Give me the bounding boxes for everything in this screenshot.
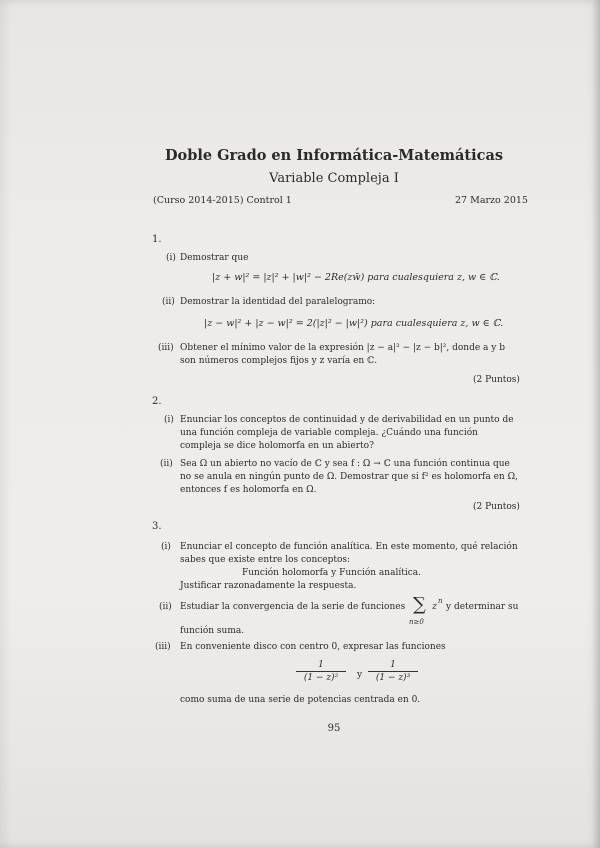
q1-i-text: Demostrar que xyxy=(180,253,249,263)
q3-iii-label: (iii) xyxy=(155,642,171,652)
course-info: (Curso 2014-2015) Control 1 xyxy=(153,195,292,206)
q2-i-text: Enunciar los conceptos de continuidad y de derivabilidad en un punto de una función compleja de variable compleja. ¿Cuándo una función compleja se dice holomorfa en un abierto? xyxy=(180,415,514,451)
exam-title: Doble Grado en Informática-Matemáticas xyxy=(164,147,504,164)
q3-i-center: Función holomorfa y Función analítica. xyxy=(242,568,421,578)
q2-ii-text: Sea Ω un abierto no vacío de ℂ y sea f : Ω → ℂ una función continua que no se anula en ningún punto de Ω. Demostrar que si f² es holomorfa en Ω, entonces f es holomorfa en Ω. xyxy=(180,459,518,495)
q2-i-label: (i) xyxy=(164,415,174,425)
q1-ii-formula: |z − w|² + |z − w|² = 2(|z|² − |w|²) para cualesquiera z, w ∈ ℂ. xyxy=(204,318,504,329)
q1-iii-label: (iii) xyxy=(158,343,174,353)
fraction-2-numerator: 1 xyxy=(390,660,396,670)
q3-ii-label: (ii) xyxy=(159,602,172,612)
q3-iii-text: En conveniente disco con centro 0, expresar las funciones xyxy=(180,642,446,652)
q3-ii-text-b: y determinar su xyxy=(446,602,519,612)
q3-i-justify: Justificar razonadamente la respuesta. xyxy=(180,581,357,591)
exam-subtitle: Variable Compleja I xyxy=(269,171,399,186)
page-edge-shadow xyxy=(592,0,600,848)
q3-ii-summation: ∑ xyxy=(413,594,426,615)
fraction-2-bar xyxy=(368,671,418,672)
fraction-1-numerator: 1 xyxy=(318,660,324,670)
q3-ii-sum-index: n≥0 xyxy=(409,618,424,626)
q3-ii-text-a: Estudiar la convergencia de la serie de funciones xyxy=(180,602,406,612)
q2-points: (2 Puntos) xyxy=(473,502,520,512)
question-3-number: 3. xyxy=(152,521,162,532)
q3-ii-term: z xyxy=(432,601,438,612)
q1-i-formula: |z + w|² = |z|² + |w|² − 2Re(zw̄) para cualesquiera z, w ∈ ℂ. xyxy=(212,272,500,283)
q3-iii-fraction-2 xyxy=(368,660,418,683)
q1-iii-text: Obtener el mínimo valor de la expresión |z − a|² − |z − b|², donde a y b son números complejos fijos y z varía en ℂ. xyxy=(180,343,505,366)
q3-i-text: Enunciar el concepto de función analítica. En este momento, qué relación sabes que existe entre los conceptos: xyxy=(180,542,518,565)
exam-date: 27 Marzo 2015 xyxy=(455,195,528,206)
question-1-number: 1. xyxy=(152,234,162,245)
q3-ii-text-c: función suma. xyxy=(180,626,245,636)
q3-i-label: (i) xyxy=(161,542,171,552)
fraction-2-denominator: (1 − z)³ xyxy=(375,673,411,683)
q1-i-label: (i) xyxy=(166,253,176,263)
page-number: 95 xyxy=(327,723,341,734)
fraction-1-bar xyxy=(296,671,346,672)
q3-iii-fraction-1 xyxy=(296,660,346,683)
q1-ii-label: (ii) xyxy=(162,297,175,307)
q2-ii-label: (ii) xyxy=(160,459,173,469)
fraction-1-denominator: (1 − z)² xyxy=(303,673,339,683)
q1-ii-text: Demostrar la identidad del paralelogramo: xyxy=(180,297,376,307)
q3-iii-separator: y xyxy=(357,670,363,680)
question-2-number: 2. xyxy=(152,396,162,407)
q3-iii-tail: como suma de una serie de potencias centrada en 0. xyxy=(180,695,421,705)
q1-points: (2 Puntos) xyxy=(473,375,520,385)
q3-ii-exponent: n xyxy=(438,597,443,605)
